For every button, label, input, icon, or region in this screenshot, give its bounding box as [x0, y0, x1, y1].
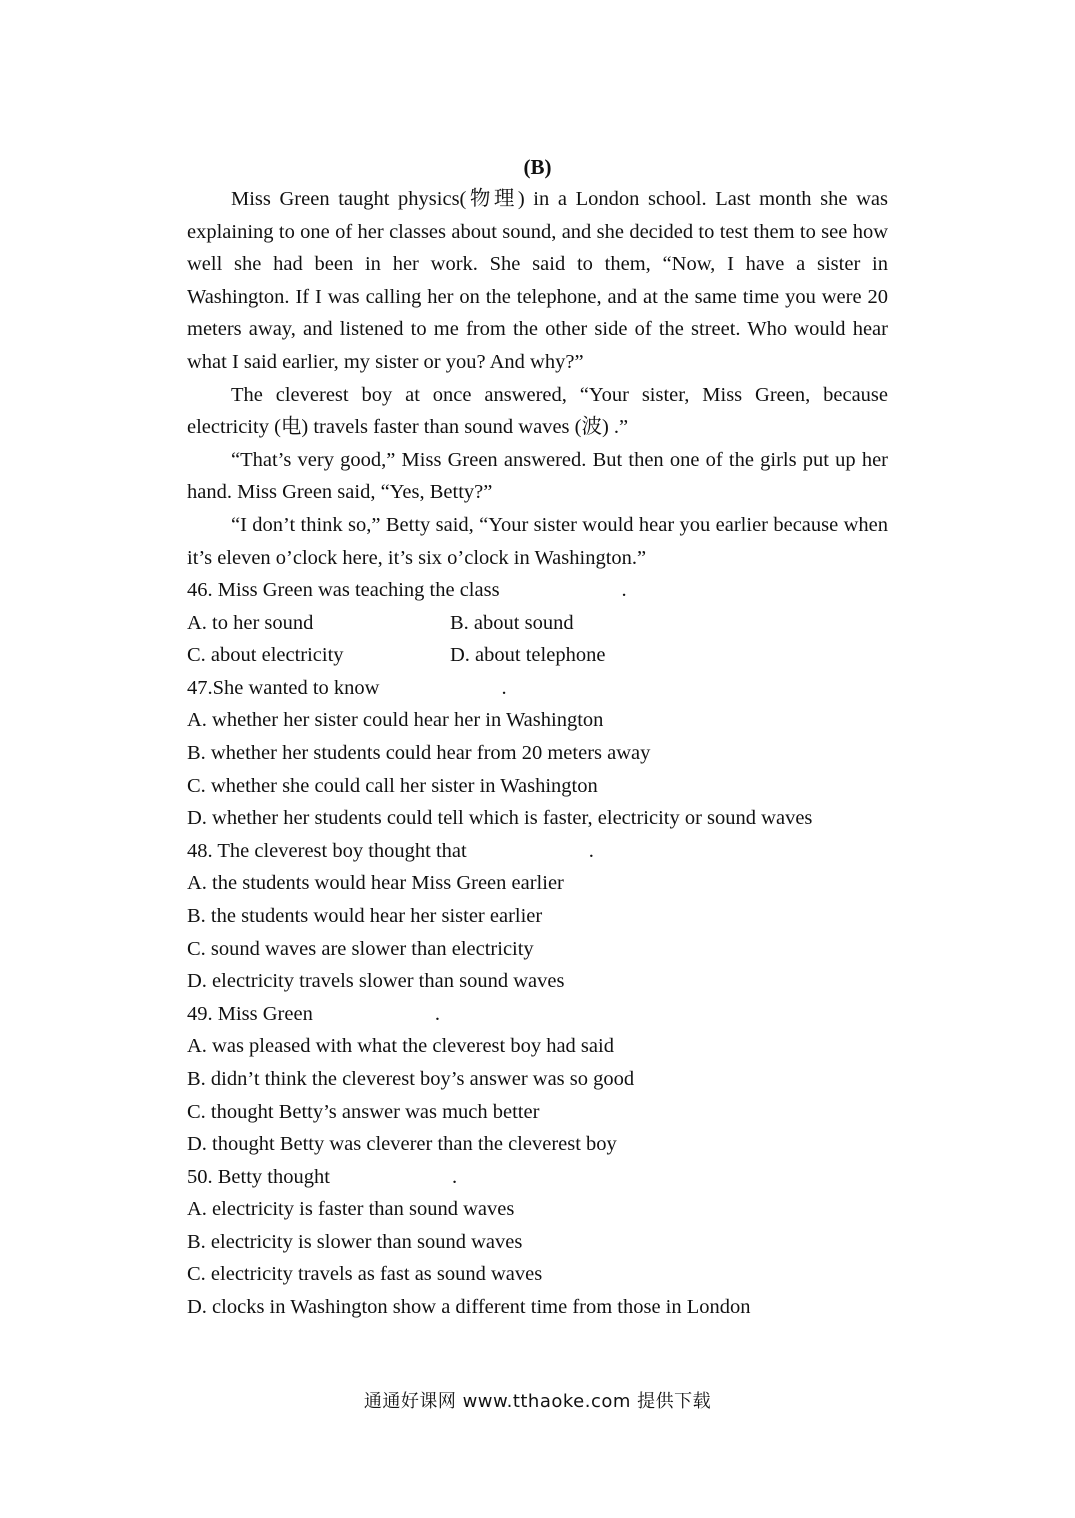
option-d: D. electricity travels slower than sound waves — [187, 970, 565, 993]
question-46 — [187, 574, 907, 607]
option-b: B. whether her students could hear from 20 meters away — [187, 741, 651, 764]
passage-paragraph: “That’s very good,” Miss Green answered. But then one of the girls put up her hand. Miss Green said, “Yes, Betty?” — [187, 448, 888, 504]
option-c: C. electricity travels as fast as sound waves — [187, 1263, 543, 1286]
question-stem: 49. Miss Green — [187, 1002, 313, 1025]
option-b: B. didn’t think the cleverest boy’s answer was so good — [187, 1067, 635, 1090]
question-end: . — [501, 676, 507, 699]
footer-watermark: 通通好课网 www.tthaoke.com 提供下载 — [363, 1391, 712, 1412]
question-49 — [187, 998, 907, 1031]
option-a: A. to her sound — [187, 611, 314, 634]
question-end: . — [588, 839, 594, 862]
option-d: D. whether her students could tell which is faster, electricity or sound waves — [187, 807, 813, 830]
option-c: C. about electricity — [187, 644, 344, 667]
option-d: D. thought Betty was cleverer than the cleverest boy — [187, 1133, 617, 1156]
option-b: B. about sound — [450, 611, 574, 634]
question-48 — [187, 835, 907, 868]
question-end: . — [451, 1165, 458, 1188]
option-c: C. sound waves are slower than electricity — [187, 937, 534, 960]
question-stem: 50. Betty thought — [187, 1165, 330, 1188]
passage-paragraph: The cleverest boy at once answered, “Your sister, Miss Green, because electricity (电) travels faster than sound waves (波) .” — [187, 383, 888, 439]
option-a: A. was pleased with what the cleverest boy had said — [187, 1035, 614, 1058]
question-list — [187, 574, 907, 1324]
option-a: A. electricity is faster than sound waves — [187, 1198, 515, 1221]
reading-passage — [187, 183, 888, 574]
question-end: . — [621, 579, 627, 601]
options-row — [187, 639, 907, 672]
option-b: B. the students would hear her sister earlier — [187, 904, 543, 927]
question-stem: 46. Miss Green was teaching the class — [187, 579, 500, 601]
option-c: C. thought Betty’s answer was much better — [187, 1100, 540, 1123]
option-a: A. whether her sister could hear her in Washington — [187, 709, 604, 732]
option-d: D. clocks in Washington show a different time from those in London — [187, 1296, 751, 1319]
option-d: D. about telephone — [450, 644, 606, 667]
passage-paragraph: “I don’t think so,” Betty said, “Your sister would hear you earlier because when it’s eleven o’clock here, it’s six o’clock in Washington.” — [187, 513, 888, 569]
option-b: B. electricity is slower than sound waves — [187, 1230, 523, 1253]
passage-paragraph: Miss Green taught physics(物理) in a London school. Last month she was explaining to one of her classes about sound, and she decided to test them to see how well she had been in her work. She said to them, “Now, I have a sister in Washington. If I was calling her on the telephone, and at the same time you were 20 meters away, and listened to me from the other side of the street. Who would hear what I said earlier, my sister or you? And why?” — [187, 188, 888, 373]
question-50 — [187, 1161, 907, 1194]
option-c: C. whether she could call her sister in Washington — [187, 774, 598, 797]
question-stem: 48. The cleverest boy thought that — [187, 839, 467, 862]
question-47 — [187, 672, 907, 705]
question-stem: 47.She wanted to know — [187, 676, 380, 699]
question-end: . — [434, 1002, 440, 1025]
section-title: (B) — [523, 155, 552, 179]
options-row — [187, 607, 907, 640]
option-a: A. the students would hear Miss Green earlier — [187, 872, 564, 895]
